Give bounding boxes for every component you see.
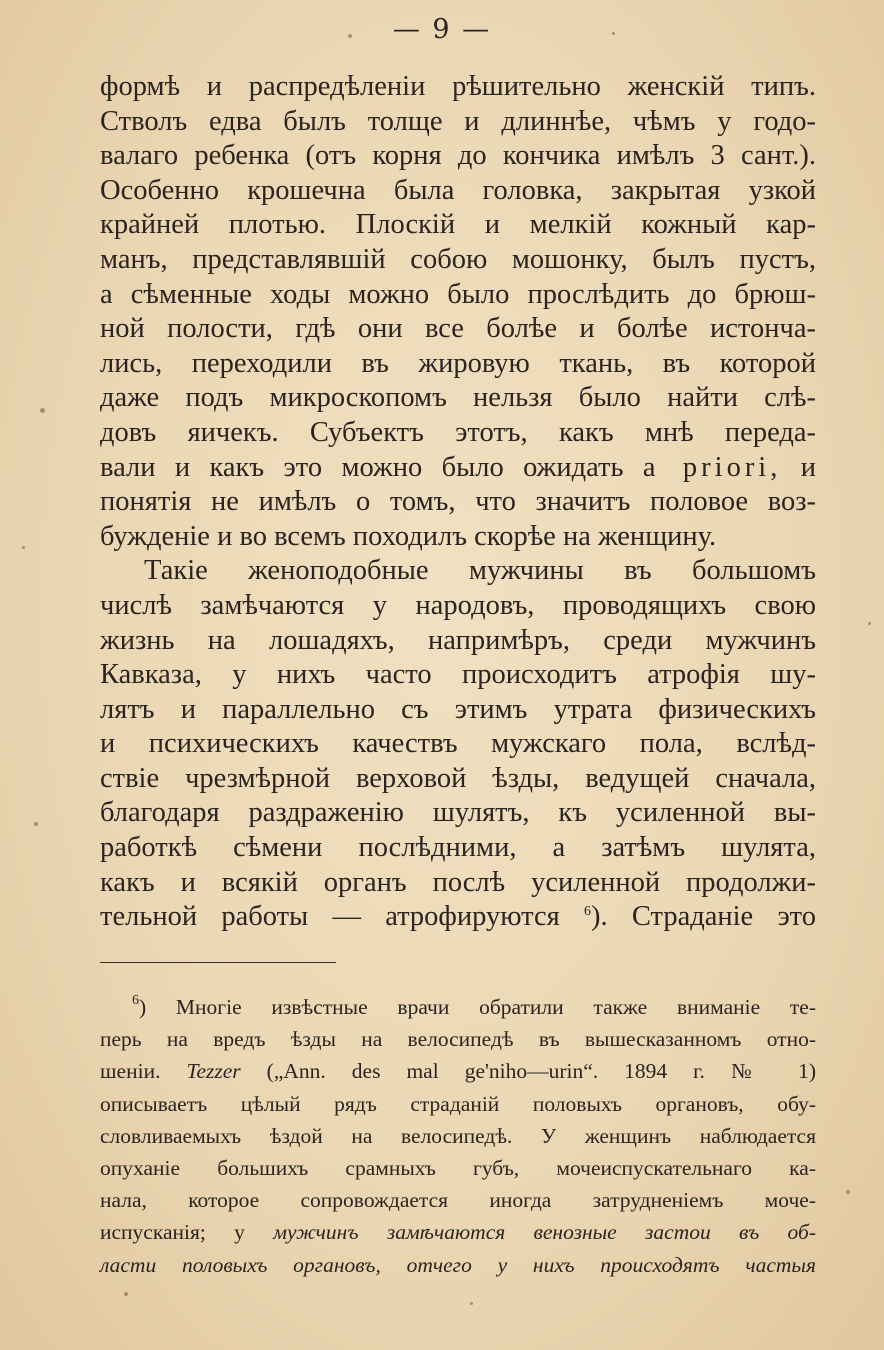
text-line: лятъ и параллельно съ этимъ утрата физическихъ bbox=[100, 693, 816, 725]
paper-speck bbox=[612, 32, 615, 35]
italic-fragment: мужчинъ замѣчаются венозные застои въ об- bbox=[273, 1220, 816, 1245]
paper-speck bbox=[470, 1302, 473, 1305]
text-line: а сѣменные ходы можно было прослѣдить до брюш- bbox=[100, 278, 816, 310]
paragraph-start: Такiе женоподобные мужчины въ большомъ bbox=[144, 555, 816, 587]
footnote-divider bbox=[100, 962, 336, 963]
text-fragment: шенiи. bbox=[100, 1059, 161, 1084]
paper-speck bbox=[40, 408, 45, 413]
text-line: Кавказа, у нихъ часто происходитъ атрофiя шу- bbox=[100, 659, 816, 691]
text-fragment: и bbox=[800, 451, 817, 483]
footnote-line bbox=[100, 1216, 816, 1248]
text-line: жизнь на лошадяхъ, напримѣръ, среди мужчинъ bbox=[100, 624, 816, 656]
text-line: Особенно крошечна была головка, закрытая узкой bbox=[100, 174, 816, 206]
footnote-line: ласти половыхъ органовъ, отчего у нихъ происходятъ частыя bbox=[100, 1252, 816, 1277]
text-line: крайней плотью. Плоскiй и мелкiй кожный кар- bbox=[100, 209, 816, 241]
footnote-marker: 6 bbox=[132, 993, 139, 1008]
text-fragment: („Ann. des mal ge'niho—urin“. 1894 г. № 1) bbox=[266, 1059, 817, 1084]
footnotes bbox=[100, 991, 816, 1281]
footnote-line bbox=[100, 1055, 816, 1087]
text-line-with-spaced bbox=[100, 451, 816, 486]
author-name: Tezzer bbox=[186, 1059, 241, 1084]
footnote-ref: 6 bbox=[584, 904, 592, 920]
text-line: формѣ и распредѣленiи рѣшительно женскiй типъ. bbox=[100, 71, 816, 102]
text-line: работкѣ сѣмени послѣдними, а затѣмъ шулята, bbox=[100, 832, 816, 864]
spaced-latin-phrase: a priori, bbox=[642, 451, 782, 483]
text-line: ной полости, гдѣ они все болѣе и болѣе истонча- bbox=[100, 313, 816, 345]
paper-speck bbox=[34, 822, 38, 826]
text-line: бужденiе и во всемъ походилъ скорѣе на женщину. bbox=[100, 520, 717, 552]
footnote-line bbox=[100, 991, 816, 1023]
text-line: лись, переходили въ жировую ткань, въ которой bbox=[100, 347, 816, 379]
text-fragment: тельной работы — атрофируются bbox=[100, 901, 560, 933]
text-line: Стволъ едва былъ толще и длиннѣе, чѣмъ у годо- bbox=[100, 105, 816, 137]
paper-speck bbox=[348, 34, 352, 38]
text-line: какъ и всякiй органъ послѣ усиленной продолжи- bbox=[100, 866, 816, 898]
text-line: и психическихъ качествъ мужскаго пола, вслѣд- bbox=[100, 728, 816, 760]
footnote-line: описываетъ цѣлый рядъ страданiй половыхъ органовъ, обу- bbox=[100, 1091, 816, 1116]
footnote-line: перь на вредъ ѣзды на велосипедѣ въ вышесказанномъ отно- bbox=[100, 1027, 816, 1052]
text-fragment: ) Многiе извѣстные врачи обратили также вниманiе те- bbox=[139, 995, 816, 1019]
paper-speck bbox=[868, 622, 871, 625]
text-line: числѣ замѣчаются у народовъ, проводящихъ свою bbox=[100, 589, 816, 621]
text-line: благодаря раздраженiю шулятъ, къ усиленной вы- bbox=[100, 797, 816, 829]
text-line: ствiе чрезмѣрной верховой ѣзды, ведущей сначала, bbox=[100, 762, 816, 794]
text-fragment: испусканiя; у bbox=[100, 1220, 245, 1245]
text-line: даже подъ микроскопомъ нельзя было найти слѣ- bbox=[100, 382, 816, 414]
paper-speck bbox=[846, 1190, 850, 1194]
paper-speck bbox=[22, 546, 25, 549]
text-line: понятiя не имѣлъ о томъ, что значитъ половое воз- bbox=[100, 486, 816, 518]
text-fragment: вали и какъ это можно было ожидать bbox=[100, 451, 624, 483]
paper-speck bbox=[124, 1292, 128, 1296]
text-line: довъ яичекъ. Субъектъ этотъ, какъ мнѣ переда- bbox=[100, 416, 816, 448]
text-line: манъ, представлявшiй собою мошонку, былъ пустъ, bbox=[100, 243, 816, 275]
footnote-line: словливаемыхъ ѣздой на велосипедѣ. У женщинъ наблюдается bbox=[100, 1123, 816, 1148]
page-number: — 9 — bbox=[392, 14, 492, 45]
text-line-with-footnote-ref bbox=[100, 900, 816, 935]
text-line: валаго ребенка (отъ корня до кончика имѣлъ 3 сант.). bbox=[100, 140, 816, 172]
footnote-line: опуханiе большихъ срамныхъ губъ, мочеиспускательнаго ка- bbox=[100, 1155, 816, 1180]
text-fragment: ). Страданiе это bbox=[591, 901, 817, 933]
main-text bbox=[100, 70, 816, 935]
footnote-line: нала, которое сопровождается иногда затрудненiемъ моче- bbox=[100, 1188, 816, 1213]
